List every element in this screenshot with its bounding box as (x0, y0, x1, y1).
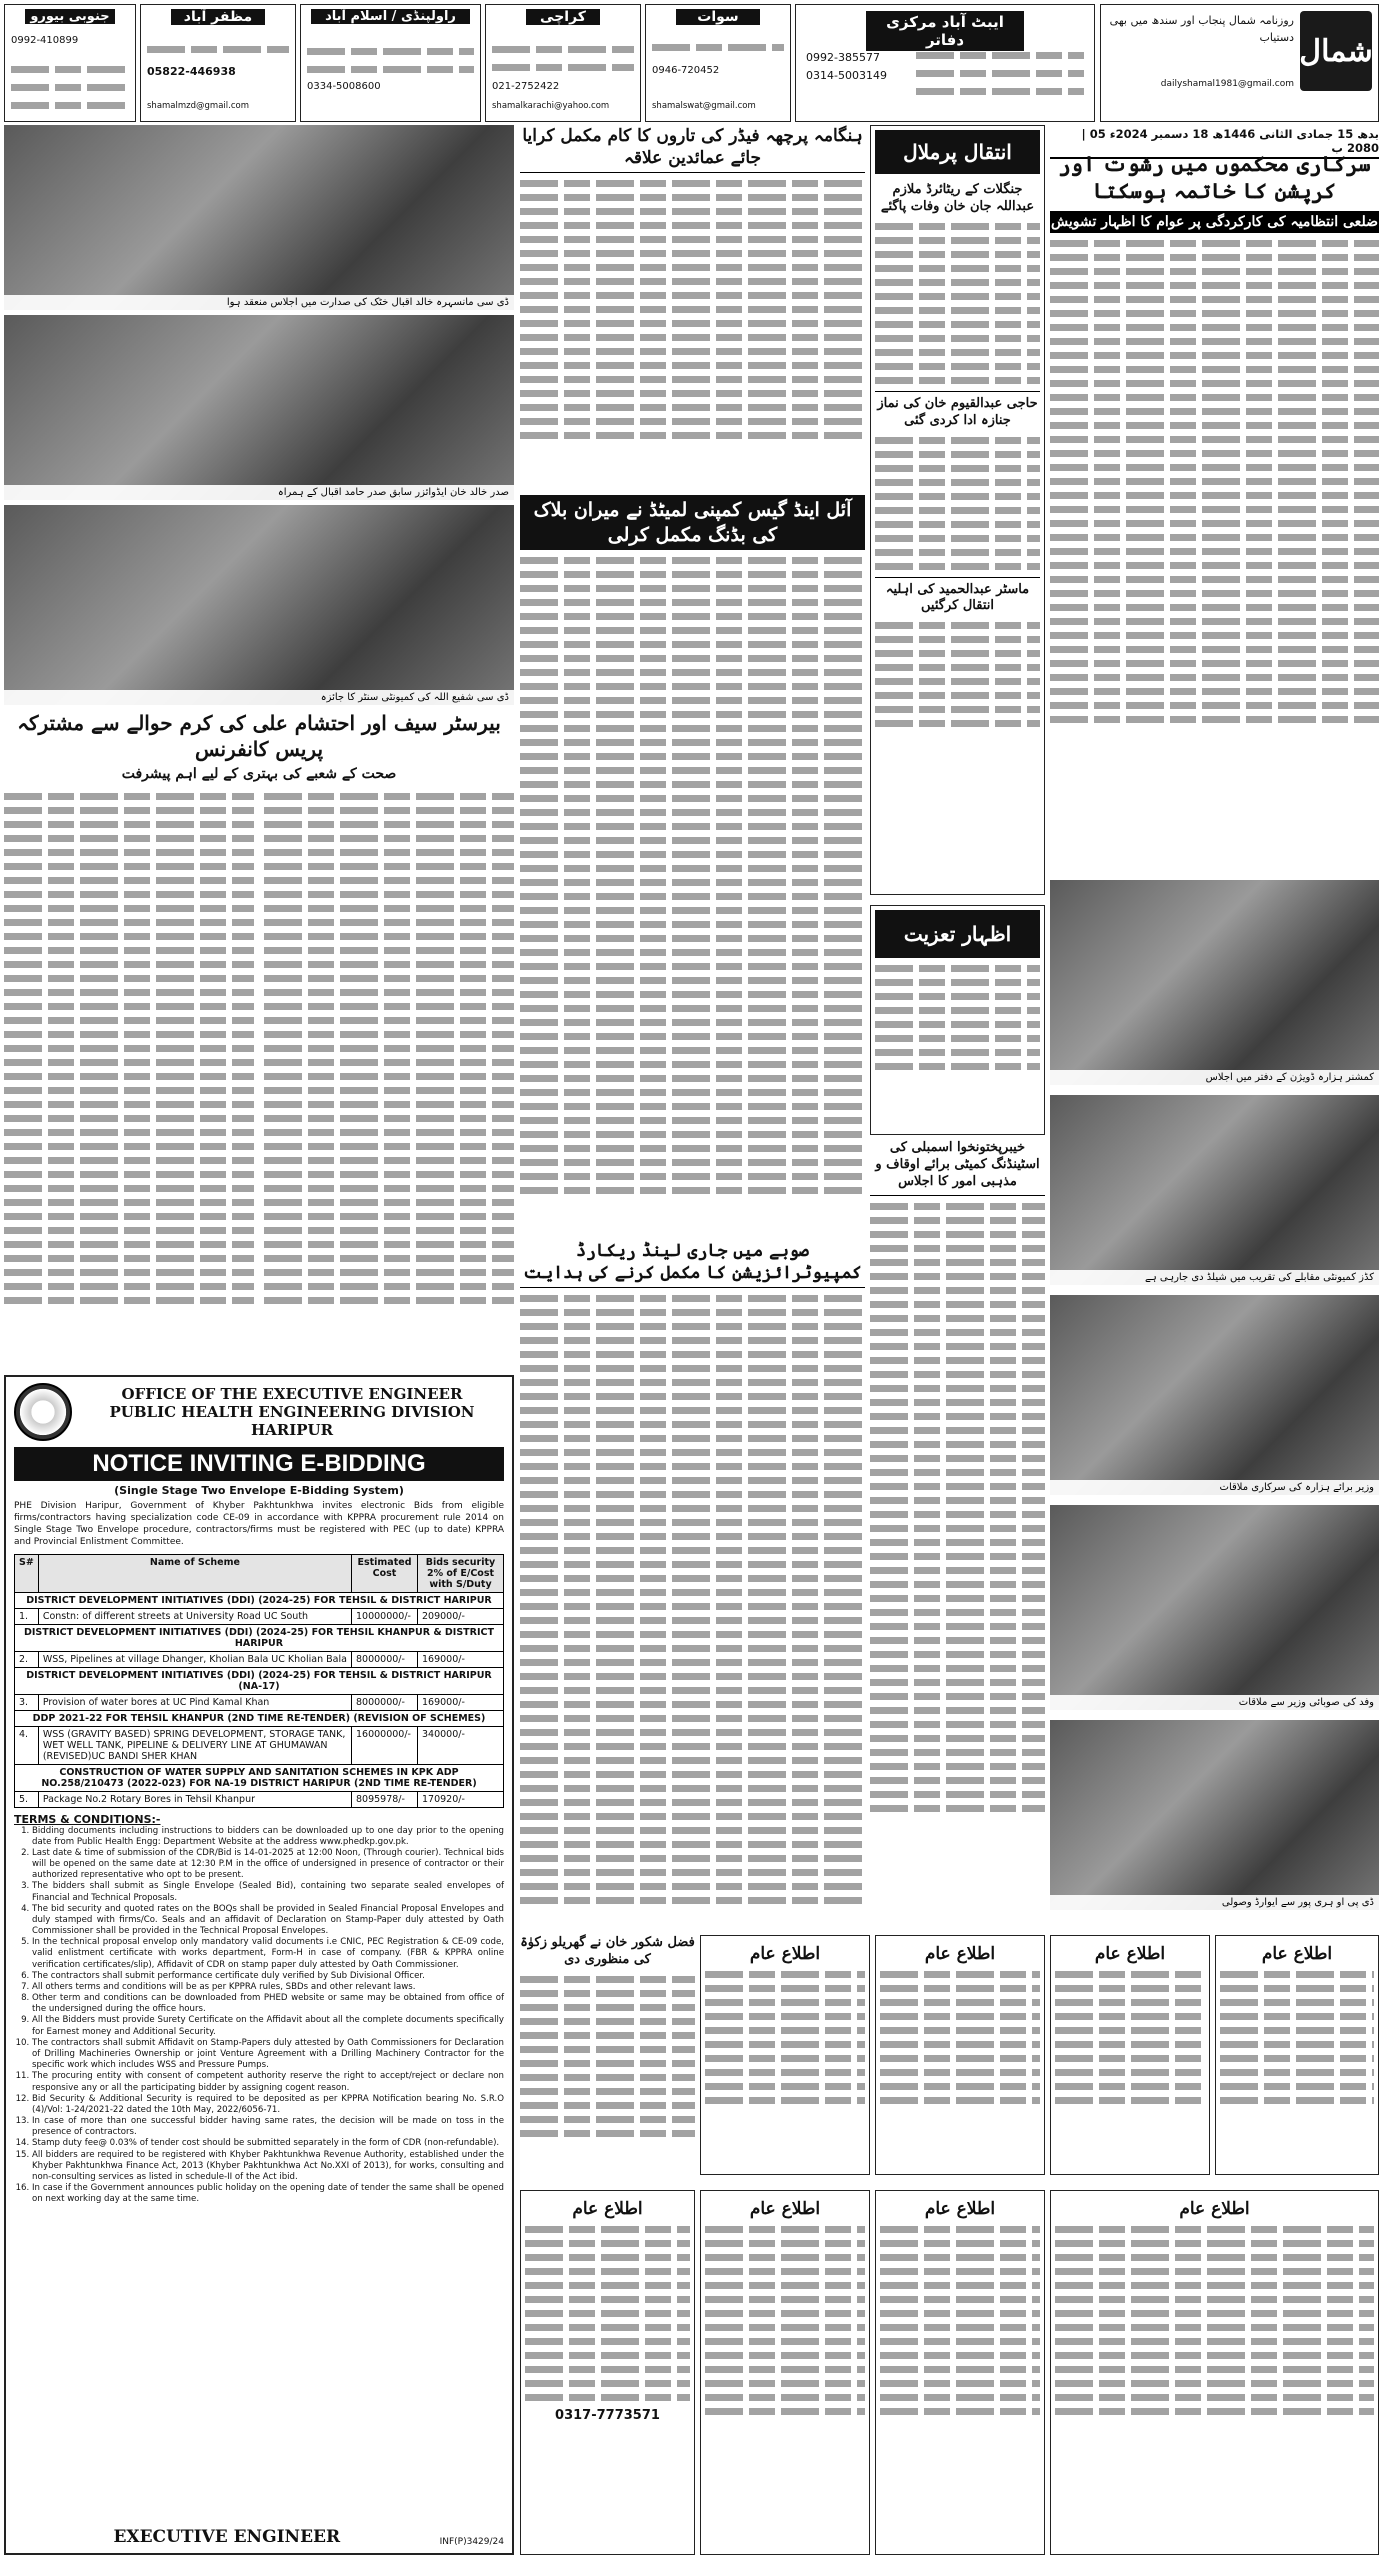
photo-caption: وزیر برائے ہزارہ کی سرکاری ملاقات (1050, 1480, 1379, 1495)
bureau-text (492, 46, 634, 53)
obituary-heading: حاجی عبدالقیوم خان کی نماز جنازہ ادا کردی گئی (875, 391, 1040, 430)
bureau-text (652, 44, 784, 51)
classified-ad (520, 2190, 695, 2555)
committee-story (870, 1140, 1045, 1920)
table-row: 5. Package No.2 Rotary Bores in Tehsil Khanpur 8095978/- 170920/- (15, 1791, 504, 1807)
terms-title: TERMS & CONDITIONS:- (14, 1812, 161, 1826)
news-photo (1050, 1505, 1379, 1710)
photo-caption: ڈی پی او ہری پور سے ایوارڈ وصولی (1050, 1895, 1379, 1910)
news-photo (1050, 880, 1379, 1085)
news-photo (4, 505, 514, 705)
bureau-phone: 021-2752422 (492, 81, 560, 92)
bureau-email: shamalkarachi@yahoo.com (492, 101, 610, 111)
tender-city: HARIPUR (250, 1421, 334, 1439)
classified-ad (875, 2190, 1045, 2555)
tender-ref: INF(P)3429/24 (439, 2537, 504, 2547)
news-photo (1050, 1720, 1379, 1910)
classified-ad (1050, 2190, 1379, 2555)
bureau-text (307, 48, 474, 55)
head-office-text (916, 52, 1084, 59)
lead-headline: سرکاری محکموں میں رشوت اور کرپشن کا خاتمہ ہوسکتا (1058, 151, 1371, 204)
term-item: 10. The contractors shall submit Affidavit on Stamp-Papers duly attested by Oath Commissioners for Declaration of Drilling Machineries Ownership or joint Venture Agreement with a Drilling Machinery Contractor for the specific work which includes WSS and Pressure Pumps. (32, 2038, 504, 2072)
masthead-tagline: روزنامہ شمال پنجاب اور سندھ میں بھی دستیاب (1109, 14, 1294, 44)
bureau-text (147, 46, 289, 53)
head-office-phone: 0992-385577 (806, 51, 880, 64)
table-row: 4. WSS (GRAVITY BASED) SPRING DEVELOPMENT, STORAGE TANK, WET WELL TANK, PIPELINE & DELIVERY LINE AT GHUMAWAN (REVISED)UC BANDI SHER KHAN 16000000/- 340000/- (15, 1726, 504, 1764)
photo-caption: کمشنر ہزارہ ڈویژن کے دفتر میں اجلاس (1050, 1070, 1379, 1085)
ad-title: اطلاع عام (924, 2199, 996, 2219)
obituary-box (870, 125, 1045, 895)
condolence-title: اظہار تعزیت (875, 910, 1040, 958)
newspaper-logo: شمال (1300, 11, 1372, 91)
classified-ad (1215, 1935, 1379, 2175)
head-office-text (916, 88, 1084, 95)
photo-caption: کڈز کمیونٹی مقابلے کی تقریب میں شیلڈ دی جارہی ہے (1050, 1270, 1379, 1285)
bureau-text (11, 102, 129, 109)
table-header: Estimated Cost (352, 1554, 418, 1592)
tender-intro: PHE Division Haripur, Government of Khyber Pakhtunkhwa invites electronic Bids from eligible firms/contractors having specialization code CE-09 in accordance with KPPRA procurement rule 2014 on Single Stage Two Envelope procedure, contractors/firms must be registered with PEC (up to date) KPPRA and Provincial Enlistment Committee. (14, 1501, 504, 1548)
photo-caption: وفد کی صوبائی وزیر سے ملاقات (1050, 1695, 1379, 1710)
ad-title: اطلاع عام (1094, 1944, 1166, 1964)
bureau-email: shamalswat@gmail.com (652, 101, 756, 111)
term-item: 3. The bidders shall submit as Single Envelope (Sealed Bid), containing two separate sealed envelopes of Financial and Technical Proposals. (32, 1881, 504, 1903)
bureau-phone: 05822-446938 (147, 65, 236, 78)
bureau-text (307, 66, 474, 73)
bureau-city: جنوبی بیورو (25, 9, 115, 24)
condolence-box (870, 905, 1045, 1135)
bureau-box (140, 4, 296, 122)
tender-system: (Single Stage Two Envelope E-Bidding System) (114, 1484, 404, 1497)
head-office-box (795, 4, 1095, 122)
tender-office: OFFICE OF THE EXECUTIVE ENGINEER (121, 1385, 463, 1403)
table-row: 1. Constn: of different streets at University Road UC South 10000000/- 209000/- (15, 1608, 504, 1624)
term-item: 2. Last date & time of submission of the CDR/Bid is 14-01-2025 at 12:00 Noon, (Through courier). Technical bids will be opened on the same date at 12:30 P.M in the office of undersigned in presence of contractor or their authorized representative who opt to be present. (32, 1848, 504, 1882)
photo-caption: ڈی سی مانسہرہ خالد اقبال خٹک کی صدارت میں اجلاس منعقد ہوا (4, 295, 514, 310)
bureau-city: کراچی (526, 9, 600, 25)
bureau-phone: 0334-5008600 (307, 81, 381, 92)
story-headline: آئل اینڈ گیس کمپنی لمیٹڈ نے میران بلاک کی بڈنگ مکمل کرلی (520, 495, 865, 550)
story-subheadline: صحت کے شعبے کی بہتری کے لیے اہم پیشرفت (121, 766, 397, 782)
obituary-heading: ماسٹر عبدالحمید کی اہلیہ انتقال کرگئیں (875, 577, 1040, 616)
tender-table (14, 1554, 504, 1808)
head-office-label: ایبٹ آباد مرکزی دفاتر (866, 11, 1024, 51)
term-item: 12. Bid Security & Additional Security is required to be deposited as per KPPRA Notification bearing No. S.R.O (4)/Vol: 1-24/2021-22 dated the 10th May, 2022/6056-71. (32, 2094, 504, 2116)
term-item: 4. The bid security and quoted rates on the BOQs shall be provided in Sealed Financial Proposal Envelopes and duly stamped with firms/Co. Seals and an affidavit of Declaration on Stamp-Paper duly attested by Oath Commissioner shall be provided in the Technical Proposal Envelopes. (32, 1904, 504, 1938)
table-group-title: DISTRICT DEVELOPMENT INITIATIVES (DDI) (2024-25) FOR TEHSIL & DISTRICT HARIPUR (NA-17) (15, 1667, 504, 1694)
bureau-text (492, 64, 634, 71)
table-header: Name of Scheme (38, 1554, 351, 1592)
tender-notice (4, 1375, 514, 2555)
story-headline: صوبے میں جاری لینڈ ریکارڈ کمپیوٹرائزیشن کا مکمل کرنے کی ہدایت (520, 1240, 865, 1288)
obituary-heading: جنگلات کے ریٹائرڈ ملازم عبداللہ جان خان وفات پاگئے (880, 182, 1035, 214)
term-item: 5. In the technical proposal envelop only mandatory valid documents i.e CNIC, PEC Registration & CE-09 code, valid enlistment certificate with works department, Form-H in case of company. (FBR & KPPRA online verification certificates/slip), Affidavit of CDR on stamp paper duly attested by Oath Commissioner. (32, 1937, 504, 1971)
ad-title: اطلاع عام (924, 1944, 996, 1964)
term-item: 13. In case of more than one successful bidder having same rates, the decision will be made on toss in the presence of contractors. (32, 2116, 504, 2138)
table-group-title: DDP 2021-22 FOR TEHSIL KHANPUR (2ND TIME RE-TENDER) (REVISION OF SCHEMES) (15, 1710, 504, 1726)
story-press-conference (4, 710, 514, 1370)
bureau-text (11, 84, 129, 91)
table-row: 3. Provision of water bores at UC Pind Kamal Khan 8000000/- 169000/- (15, 1694, 504, 1710)
photo-caption: صدر خالد خان ایڈوائزر سابق صدر حامد اقبال کے ہمراہ (4, 485, 514, 500)
committee-headline: خیبرپختونخوا اسمبلی کی اسٹینڈنگ کمیٹی برائے اوقاف و مذہبی امور کا اجلاس (870, 1140, 1045, 1196)
tender-notice-title: NOTICE INVITING E-BIDDING (14, 1447, 504, 1481)
bureau-city: مظفر آباد (171, 9, 265, 25)
table-row: 2. WSS, Pipelines at village Dhanger, Kholian Bala UC Kholian Bala 8000000/- 169000/- (15, 1651, 504, 1667)
term-item: 15. All bidders are required to be registered with Khyber Pakhtunkhwa Revenue Authority, established under the Khyber Pakhtunkhwa Finance Act, 2013 (Khyber Pakhtunkhwa Act No.XXI of 2013), for works, consulting and non-consulting services as listed in schedule-II of the Act ibid. (32, 2150, 504, 2184)
bureau-phone: 0946-720452 (652, 65, 720, 76)
contact-phone: 0317-7773571 (555, 2408, 660, 2423)
lead-subhead: ضلعی انتظامیہ کی کارکردگی پر عوام کا اظہار تشویش (1050, 211, 1379, 233)
term-item: 14. Stamp duty fee@ 0.03% of tender cost should be submitted separately in the form of CDR (non-refundable). (32, 2138, 504, 2149)
ad-title: اطلاع عام (749, 2199, 821, 2219)
term-item: 9. All the Bidders must provide Surety Certificate on the Affidavit about all the complete documents specifically for Earnest money and Additional Security. (32, 2015, 504, 2037)
bureau-box (645, 4, 791, 122)
news-photo (1050, 1295, 1379, 1495)
obituary-title: انتقال پرملال (875, 130, 1040, 174)
table-header: S# (15, 1554, 39, 1592)
lead-story (1050, 150, 1379, 850)
emblem-icon (14, 1383, 72, 1441)
news-photo (4, 125, 514, 310)
head-office-text (916, 70, 1084, 77)
story-headline: فضل شکور خان نے گھریلو زکوٰۃ کی منظوری دی (520, 1935, 695, 1967)
masthead-email: dailyshamal1981@gmail.com (1160, 79, 1294, 89)
classified-ad (875, 1935, 1045, 2175)
table-group-title: CONSTRUCTION OF WATER SUPPLY AND SANITATION SCHEMES IN KPK ADP NO.258/210473 (2022-023) FOR NA-19 DISTRICT HARIPUR (2ND TIME RE-TENDER) (15, 1764, 504, 1791)
bureau-text (11, 66, 129, 73)
story-feeder (520, 125, 865, 485)
head-office-mobile: 0314-5003149 (806, 69, 887, 82)
term-item: 1. Bidding documents including instructions to bidders can be downloaded up to one day prior to the opening date from Public Health Engg: Department Website at the address www.phedkp.gov.pk. (32, 1826, 504, 1848)
table-header: Bids security 2% of E/Cost with S/Duty (418, 1554, 504, 1592)
story-oil-gas (520, 495, 865, 1235)
term-item: 6. The contractors shall submit performance certificate duly verified by Sub Divisional Officer. (32, 1971, 504, 1982)
lead-body (1050, 240, 1379, 723)
term-item: 8. Other term and conditions can be downloaded from PHED website or same may be obtained from office of the undersigned during the office hours. (32, 1993, 504, 2015)
terms-list (14, 1826, 504, 2206)
masthead (1100, 4, 1379, 122)
ad-title: اطلاع عام (1261, 1944, 1333, 1964)
bureau-box (4, 4, 136, 122)
story-headline: ہنگامہ پرچھہ فیڈر کی تاروں کا کام مکمل کرایا جائے عمائدین علاقہ (520, 125, 865, 173)
news-photo (1050, 1095, 1379, 1285)
ad-title: اطلاع عام (1179, 2199, 1250, 2219)
bureau-city: راولپنڈی / اسلام آباد (311, 9, 470, 24)
bureau-city: سوات (676, 9, 760, 25)
bureau-box (300, 4, 481, 122)
news-photo (4, 315, 514, 500)
story-headline: بیرسٹر سیف اور احتشام علی کی کرم حوالے سے مشترکہ پریس کانفرنس (17, 711, 501, 761)
term-item: 11. The procuring entity with consent of competent authority reserve the right to accept/reject or declare non responsive any or all the participating bidder by assigning cogent reason. (32, 2071, 504, 2093)
classified-ad (1050, 1935, 1210, 2175)
table-group-title: DISTRICT DEVELOPMENT INITIATIVES (DDI) (2024-25) FOR TEHSIL KHANPUR & DISTRICT HARIPUR (15, 1624, 504, 1651)
story-land-record (520, 1240, 865, 1930)
ad-title: اطلاع عام (572, 2199, 643, 2219)
term-item: 7. All others terms and conditions will be as per KPPRA rules, SBDs and other relevant laws. (32, 1982, 504, 1993)
bureau-box (485, 4, 641, 122)
classified-ad (700, 1935, 870, 2175)
ad-title: اطلاع عام (749, 1944, 821, 1964)
bureau-phone: 0992-410899 (11, 35, 79, 46)
photo-caption: ڈی سی شفیع اللہ کی کمیونٹی سنٹر کا جائزہ (4, 690, 514, 705)
bureau-email: shamalmzd@gmail.com (147, 101, 249, 111)
date-line: بدھ 15 جمادی الثانی 1446ھ 18 دسمبر 2024ء 05 | 2080 ب (1050, 125, 1379, 159)
classified-ad (700, 2190, 870, 2555)
tender-division: PUBLIC HEALTH ENGINEERING DIVISION (109, 1403, 475, 1421)
term-item: 16. In case if the Government announces public holiday on the opening date of tender the same shall be opened on next working day at the same time. (32, 2183, 504, 2205)
zakat-story (520, 1935, 695, 2185)
table-group-title: DISTRICT DEVELOPMENT INITIATIVES (DDI) (2024-25) FOR TEHSIL & DISTRICT HARIPUR (15, 1592, 504, 1608)
tender-footer: EXECUTIVE ENGINEER (113, 2527, 341, 2547)
